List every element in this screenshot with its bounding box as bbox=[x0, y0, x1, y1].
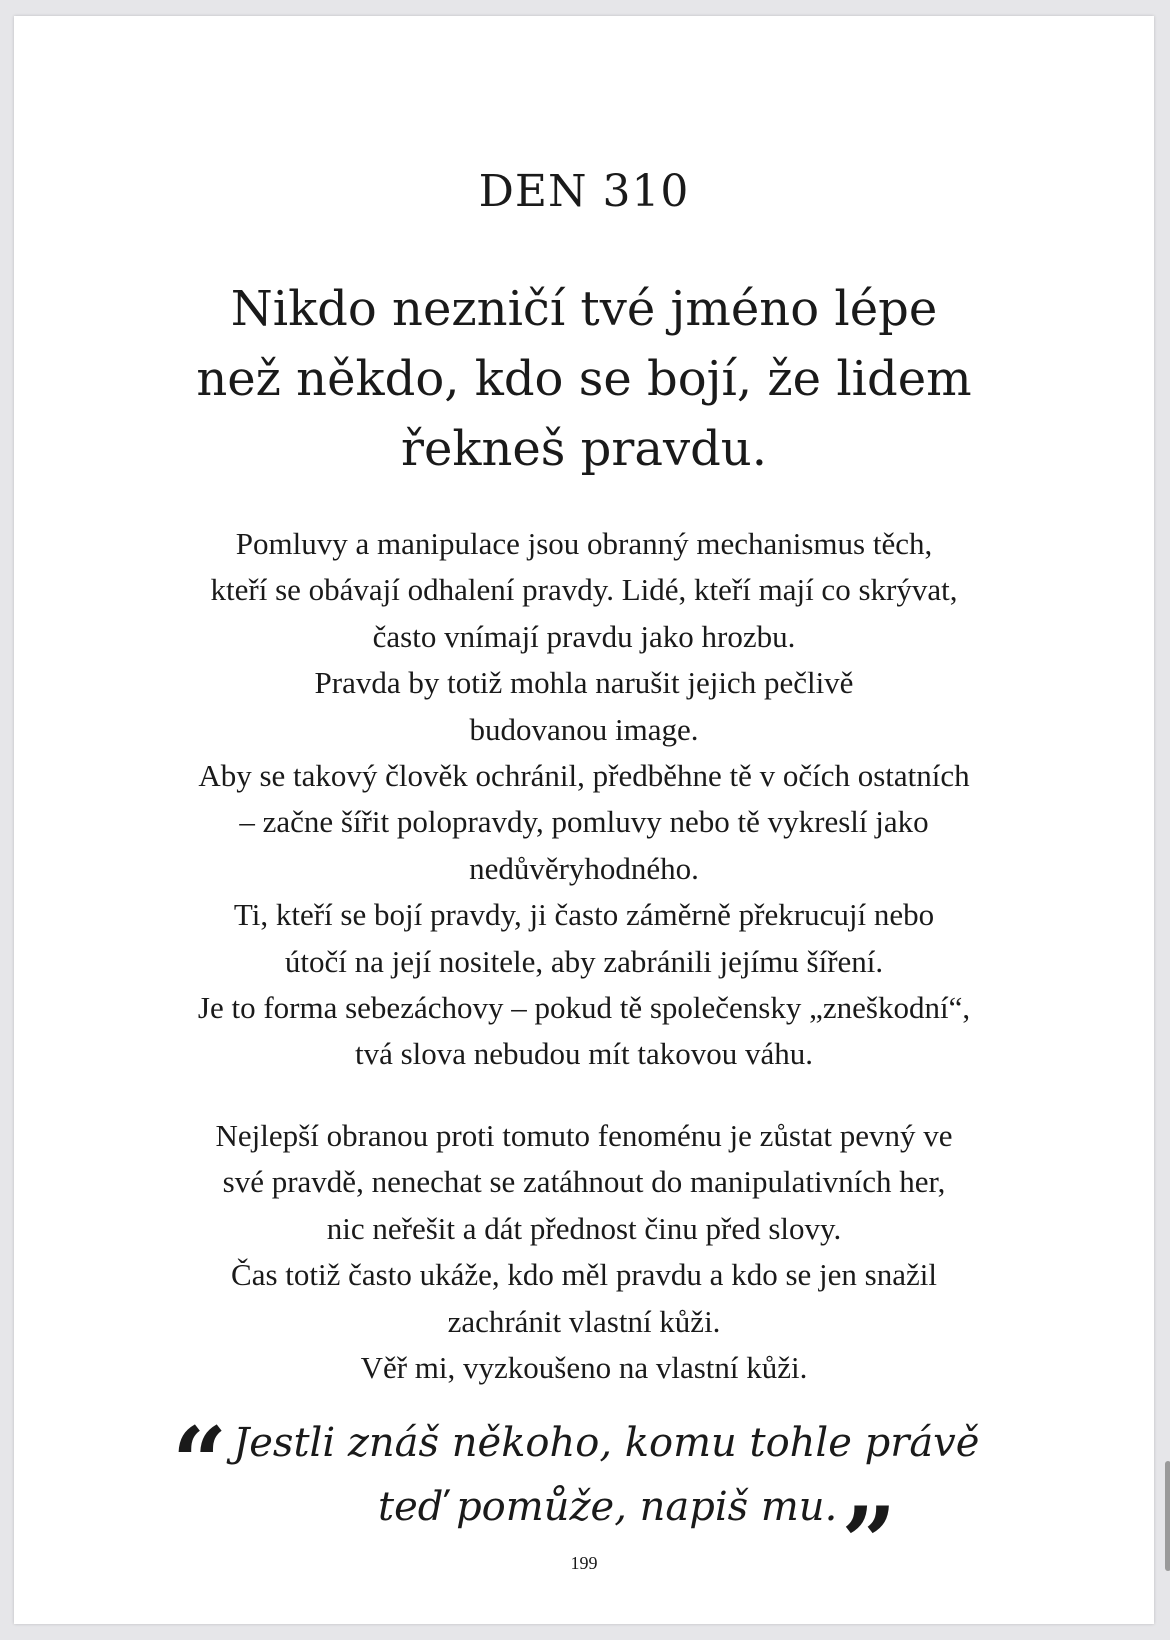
paragraph-line: kteří se obávají odhalení pravdy. Lidé, kteří mají co skrývat, bbox=[210, 572, 958, 608]
paragraph-line: nedůvěryhodného. bbox=[469, 850, 699, 886]
paragraph-line: Nejlepší obranou proti tomuto fenoménu je zůstat pevný ve bbox=[215, 1118, 953, 1153]
paragraph-line: tvá slova nebudou mít takovou váhu. bbox=[354, 1036, 814, 1072]
paragraph-line: Aby se takový člověk ochránil, předběhne tě v očích ostatních bbox=[198, 758, 970, 794]
quote-line: teď pomůže, napiš mu. bbox=[378, 1484, 838, 1530]
paragraph-line: Pravda by totiž mohla narušit jejich pečlivě bbox=[314, 665, 854, 701]
open-quote-mark-icon: “ bbox=[172, 1406, 228, 1519]
paragraph-2 bbox=[14, 1113, 1154, 1391]
paragraph-line: Čas totiž často ukáže, kdo měl pravdu a kdo se jen snažil bbox=[231, 1257, 937, 1293]
paragraph-1 bbox=[14, 521, 1154, 1078]
close-quote-mark-icon: ” bbox=[841, 1486, 897, 1599]
document-page bbox=[14, 16, 1154, 1624]
heading-line: než někdo, kdo se bojí, že lidem bbox=[196, 351, 972, 407]
paragraph-line: Ti, kteří se bojí pravdy, ji často záměrně překrucují nebo bbox=[233, 897, 935, 933]
paragraph-line: – začne šířit polopravdy, pomluvy nebo tě vykreslí jako bbox=[239, 804, 929, 840]
day-title: DEN 310 bbox=[478, 166, 690, 217]
paragraph-line: budovanou image. bbox=[469, 711, 699, 747]
paragraph-line: útočí na její nositele, aby zabránili jejímu šíření. bbox=[284, 943, 884, 979]
heading-line: Nikdo nezničí tvé jméno lépe bbox=[230, 281, 938, 337]
scrollbar-thumb[interactable] bbox=[1165, 1461, 1170, 1571]
paragraph-line: nic neřešit a dát přednost činu před slovy. bbox=[326, 1210, 842, 1246]
paragraph-line: často vnímají pravdu jako hrozbu. bbox=[372, 618, 796, 654]
chapter-heading bbox=[14, 274, 1154, 484]
paragraph-line: Pomluvy a manipulace jsou obranný mechanismus těch, bbox=[235, 526, 933, 561]
paragraph-line: Je to forma sebezáchovy – pokud tě společensky „zneškodní“, bbox=[197, 990, 971, 1026]
page-number: 199 bbox=[570, 1553, 598, 1573]
paragraph-line: své pravdě, nenechat se zatáhnout do manipulativních her, bbox=[222, 1164, 946, 1200]
paragraph-line: Věř mi, vyzkoušeno na vlastní kůži. bbox=[360, 1350, 808, 1386]
paragraph-line: zachránit vlastní kůži. bbox=[447, 1303, 721, 1339]
heading-line: řekneš pravdu. bbox=[401, 421, 767, 477]
quote-line: Jestli znáš někoho, komu tohle právě bbox=[233, 1420, 980, 1466]
